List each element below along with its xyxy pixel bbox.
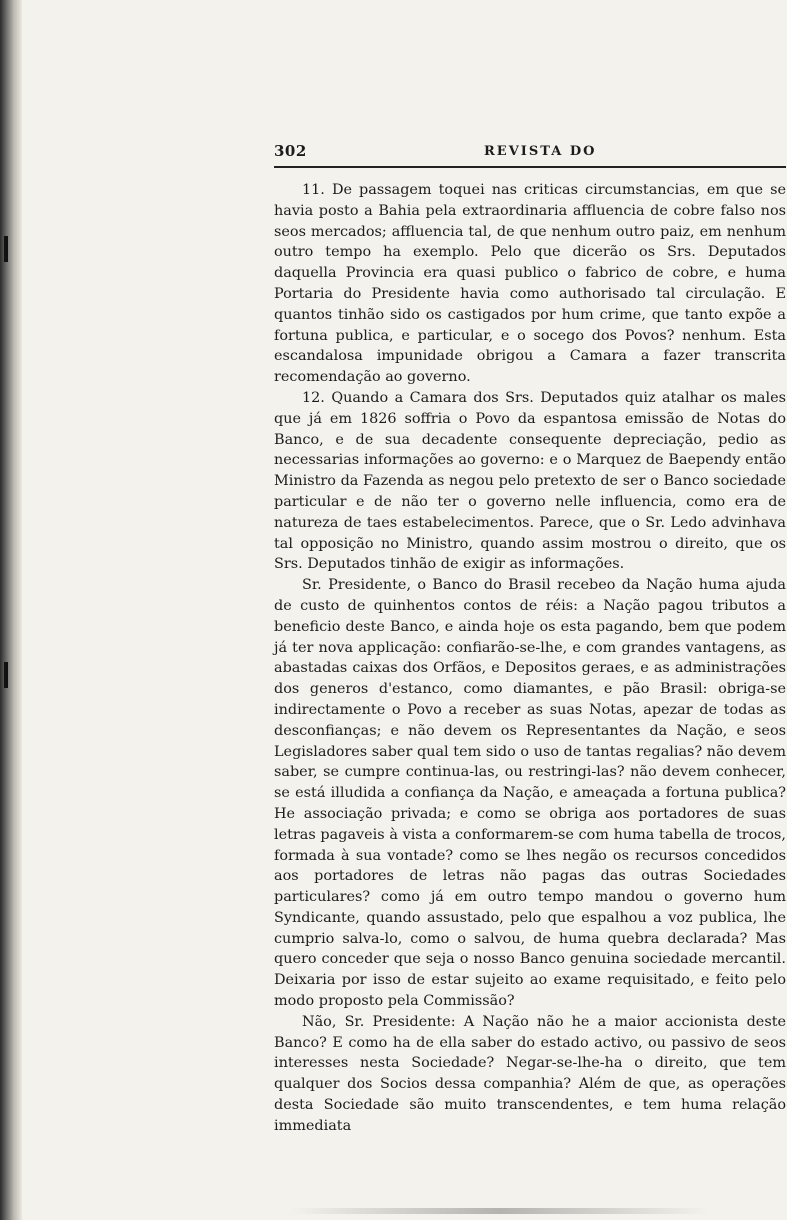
paragraph-11: 11. De passagem toquei nas criticas circumstancias, em que se havia posto a Bahia pela extraordinaria affluencia de cobre falso nos seos mercados; affluencia tal, de que nenhum outro paiz, em nenhum outro tempo ha exemplo. Pelo que dicerão os Srs. Deputados daquella Provincia era quasi publico o fabrico de cobre, e huma Portaria do Presidente havia como authorisado tal circulação. E quantos tinhão sido os castigados por hum crime, que tanto expõe a fortuna publica, e particular, e o socego dos Povos? nenhum. Esta escandalosa impunidade obrigou a Camara a fazer transcrita recomendação ao governo. — [274, 182, 786, 386]
book-binding-edge — [0, 0, 22, 1220]
binding-mark — [4, 662, 8, 688]
page-body — [274, 180, 786, 1190]
paragraph-presidente: Sr. Presidente, o Banco do Brasil recebeo da Nação huma ajuda de custo de quinhentos contos de réis: a Nação pagou tributos a beneficio deste Banco, e ainda hoje os esta pagando, bem que podem já ter nova applicação: confiarão-se-lhe, e com grandes vantagens, as abastadas caixas dos Orfãos, e Depositos geraes, e as administrações dos generos d'estanco, como diamantes, e pão Brasil: obriga-se indirectamente o Povo a receber as suas Notas, apezar de todas as desconfianças; e não devem os Representantes da Nação, e seos Legisladores saber qual tem sido o uso de tantas regalias? não devem saber, se cumpre continua-las, ou restringi-las? não devem conhecer, se está illudida a confiança da Nação, e ameaçada a fortuna publica? He associação privada; e como se obriga aos portadores de suas letras pagaveis à vista a conformarem-se com huma tabella de trocos, formada à sua vontade? como se lhes negão os recursos concedidos aos portadores de letras não pagas das outras Sociedades particulares? como já em outro tempo mandou o governo hum Syndicante, quando assustado, pelo que espalhou a voz publica, lhe cumprio salva-lo, como o salvou, de huma quebra declarada? Mas quero conceder que seja o nosso Banco genuina sociedade mercantil. Deixaria por isso de estar sujeito ao exame requisitado, e feito pelo modo proposto pela Commissão? — [274, 577, 786, 1010]
header-rule — [274, 166, 786, 168]
paragraph-nao: Não, Sr. Presidente: A Nação não he a maior accionista deste Banco? E como ha de ella saber do estado activo, ou passivo de seos interesses nesta Sociedade? Negar-se-lhe-ha o direito, que tem qualquer dos Socios dessa companhia? Além de que, as operações desta Sociedade são muito transcendentes, e tem huma relação immediata — [274, 1013, 786, 1134]
running-title: REVISTA DO — [484, 144, 597, 159]
binding-mark — [4, 236, 8, 262]
page-bottom-mark — [290, 1208, 710, 1214]
page-number: 302 — [274, 142, 307, 160]
page-header — [274, 142, 786, 166]
paragraph-12: 12. Quando a Camara dos Srs. Deputados quiz atalhar os males que já em 1826 soffria o Povo da espantosa emissão de Notas do Banco, e de sua decadente consequente depreciação, pedio as necessarias informações ao governo: e o Marquez de Baependy então Ministro da Fazenda as negou pelo pretexto de ser o Banco sociedade particular e de não ter o governo nelle influencia, como era de natureza de taes estabelecimentos. Parece, que o Sr. Ledo advinhava tal opposição no Ministro, quando assim mostrou o direito, que os Srs. Deputados tinhão de exigir as informações. — [274, 389, 786, 573]
